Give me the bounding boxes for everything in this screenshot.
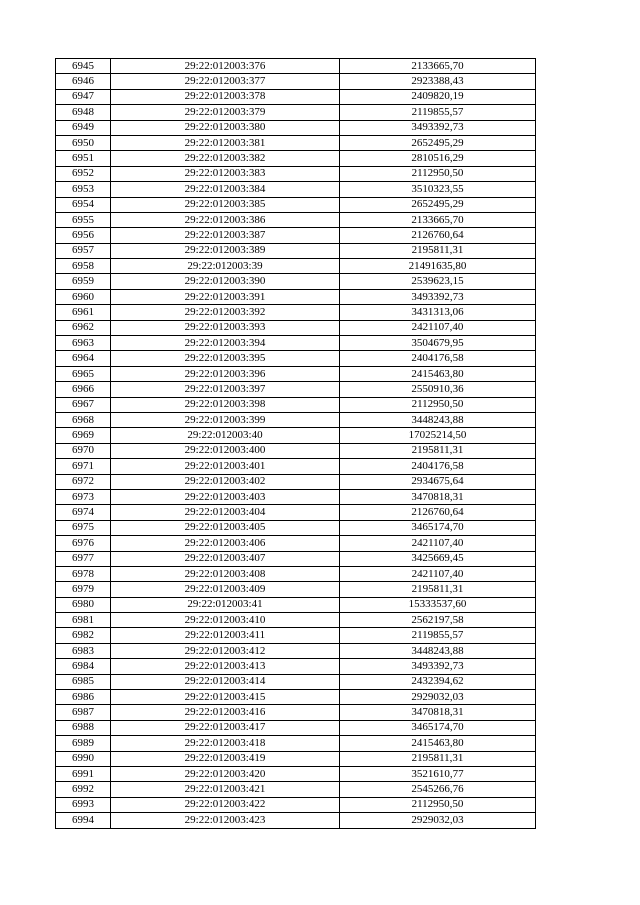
value-cell: 2421107,40 bbox=[340, 566, 536, 581]
cadastral-number-cell: 29:22:012003:405 bbox=[111, 520, 340, 535]
row-number-cell: 6980 bbox=[56, 597, 111, 612]
value-cell: 3465174,70 bbox=[340, 720, 536, 735]
row-number-cell: 6955 bbox=[56, 212, 111, 227]
row-number-cell: 6988 bbox=[56, 720, 111, 735]
row-number-cell: 6971 bbox=[56, 459, 111, 474]
row-number-cell: 6975 bbox=[56, 520, 111, 535]
cadastral-number-cell: 29:22:012003:386 bbox=[111, 212, 340, 227]
value-cell: 2415463,80 bbox=[340, 366, 536, 381]
row-number-cell: 6977 bbox=[56, 551, 111, 566]
value-cell: 2112950,50 bbox=[340, 797, 536, 812]
row-number-cell: 6976 bbox=[56, 536, 111, 551]
row-number-cell: 6992 bbox=[56, 782, 111, 797]
table-body bbox=[56, 59, 536, 829]
row-number-cell: 6990 bbox=[56, 751, 111, 766]
table-row bbox=[56, 59, 536, 74]
row-number-cell: 6968 bbox=[56, 412, 111, 427]
row-number-cell: 6964 bbox=[56, 351, 111, 366]
cadastral-number-cell: 29:22:012003:406 bbox=[111, 536, 340, 551]
table-row bbox=[56, 674, 536, 689]
cadastral-number-cell: 29:22:012003:412 bbox=[111, 643, 340, 658]
row-number-cell: 6973 bbox=[56, 489, 111, 504]
row-number-cell: 6984 bbox=[56, 659, 111, 674]
table-row bbox=[56, 582, 536, 597]
cadastral-number-cell: 29:22:012003:383 bbox=[111, 166, 340, 181]
table-row bbox=[56, 766, 536, 781]
cadastral-number-cell: 29:22:012003:379 bbox=[111, 105, 340, 120]
value-cell: 2421107,40 bbox=[340, 536, 536, 551]
row-number-cell: 6952 bbox=[56, 166, 111, 181]
cadastral-value-table bbox=[55, 58, 536, 829]
row-number-cell: 6956 bbox=[56, 228, 111, 243]
row-number-cell: 6957 bbox=[56, 243, 111, 258]
row-number-cell: 6989 bbox=[56, 736, 111, 751]
value-cell: 3465174,70 bbox=[340, 520, 536, 535]
cadastral-number-cell: 29:22:012003:40 bbox=[111, 428, 340, 443]
value-cell: 2415463,80 bbox=[340, 736, 536, 751]
value-cell: 2550910,36 bbox=[340, 382, 536, 397]
cadastral-number-cell: 29:22:012003:421 bbox=[111, 782, 340, 797]
table-row bbox=[56, 197, 536, 212]
row-number-cell: 6967 bbox=[56, 397, 111, 412]
table-row bbox=[56, 459, 536, 474]
value-cell: 17025214,50 bbox=[340, 428, 536, 443]
cadastral-number-cell: 29:22:012003:408 bbox=[111, 566, 340, 581]
row-number-cell: 6946 bbox=[56, 74, 111, 89]
table-row bbox=[56, 74, 536, 89]
table-row bbox=[56, 166, 536, 181]
value-cell: 2545266,76 bbox=[340, 782, 536, 797]
value-cell: 3448243,88 bbox=[340, 643, 536, 658]
value-cell: 3493392,73 bbox=[340, 120, 536, 135]
value-cell: 2195811,31 bbox=[340, 243, 536, 258]
cadastral-number-cell: 29:22:012003:416 bbox=[111, 705, 340, 720]
table-row bbox=[56, 613, 536, 628]
table-row bbox=[56, 813, 536, 828]
cadastral-number-cell: 29:22:012003:395 bbox=[111, 351, 340, 366]
row-number-cell: 6959 bbox=[56, 274, 111, 289]
cadastral-number-cell: 29:22:012003:401 bbox=[111, 459, 340, 474]
cadastral-number-cell: 29:22:012003:415 bbox=[111, 690, 340, 705]
row-number-cell: 6945 bbox=[56, 59, 111, 74]
row-number-cell: 6961 bbox=[56, 305, 111, 320]
table-row bbox=[56, 705, 536, 720]
table-row bbox=[56, 135, 536, 150]
table-row bbox=[56, 243, 536, 258]
cadastral-number-cell: 29:22:012003:411 bbox=[111, 628, 340, 643]
cadastral-number-cell: 29:22:012003:377 bbox=[111, 74, 340, 89]
table-row bbox=[56, 89, 536, 104]
row-number-cell: 6951 bbox=[56, 151, 111, 166]
table-row bbox=[56, 228, 536, 243]
cadastral-number-cell: 29:22:012003:384 bbox=[111, 182, 340, 197]
value-cell: 2404176,58 bbox=[340, 351, 536, 366]
cadastral-number-cell: 29:22:012003:422 bbox=[111, 797, 340, 812]
table-row bbox=[56, 643, 536, 658]
table-row bbox=[56, 690, 536, 705]
value-cell: 2934675,64 bbox=[340, 474, 536, 489]
table-row bbox=[56, 505, 536, 520]
cadastral-number-cell: 29:22:012003:381 bbox=[111, 135, 340, 150]
table-row bbox=[56, 120, 536, 135]
value-cell: 2409820,19 bbox=[340, 89, 536, 104]
table-row bbox=[56, 382, 536, 397]
row-number-cell: 6960 bbox=[56, 289, 111, 304]
table-row bbox=[56, 720, 536, 735]
cadastral-number-cell: 29:22:012003:407 bbox=[111, 551, 340, 566]
row-number-cell: 6970 bbox=[56, 443, 111, 458]
row-number-cell: 6969 bbox=[56, 428, 111, 443]
value-cell: 2923388,43 bbox=[340, 74, 536, 89]
value-cell: 2126760,64 bbox=[340, 228, 536, 243]
row-number-cell: 6994 bbox=[56, 813, 111, 828]
cadastral-number-cell: 29:22:012003:403 bbox=[111, 489, 340, 504]
cadastral-number-cell: 29:22:012003:39 bbox=[111, 259, 340, 274]
table-row bbox=[56, 212, 536, 227]
cadastral-number-cell: 29:22:012003:41 bbox=[111, 597, 340, 612]
table-row bbox=[56, 305, 536, 320]
table-row bbox=[56, 412, 536, 427]
table-row bbox=[56, 797, 536, 812]
table-row bbox=[56, 351, 536, 366]
row-number-cell: 6991 bbox=[56, 766, 111, 781]
cadastral-number-cell: 29:22:012003:378 bbox=[111, 89, 340, 104]
cadastral-number-cell: 29:22:012003:410 bbox=[111, 613, 340, 628]
row-number-cell: 6983 bbox=[56, 643, 111, 658]
row-number-cell: 6979 bbox=[56, 582, 111, 597]
table-row bbox=[56, 566, 536, 581]
value-cell: 3448243,88 bbox=[340, 412, 536, 427]
row-number-cell: 6958 bbox=[56, 259, 111, 274]
value-cell: 2432394,62 bbox=[340, 674, 536, 689]
table-row bbox=[56, 597, 536, 612]
value-cell: 3470818,31 bbox=[340, 705, 536, 720]
table-row bbox=[56, 736, 536, 751]
value-cell: 3521610,77 bbox=[340, 766, 536, 781]
value-cell: 2404176,58 bbox=[340, 459, 536, 474]
cadastral-number-cell: 29:22:012003:397 bbox=[111, 382, 340, 397]
value-cell: 2810516,29 bbox=[340, 151, 536, 166]
cadastral-number-cell: 29:22:012003:391 bbox=[111, 289, 340, 304]
table-row bbox=[56, 520, 536, 535]
row-number-cell: 6947 bbox=[56, 89, 111, 104]
value-cell: 2652495,29 bbox=[340, 135, 536, 150]
table-row bbox=[56, 366, 536, 381]
value-cell: 2929032,03 bbox=[340, 813, 536, 828]
row-number-cell: 6963 bbox=[56, 336, 111, 351]
value-cell: 2112950,50 bbox=[340, 166, 536, 181]
table-row bbox=[56, 259, 536, 274]
cadastral-number-cell: 29:22:012003:382 bbox=[111, 151, 340, 166]
cadastral-number-cell: 29:22:012003:376 bbox=[111, 59, 340, 74]
cadastral-number-cell: 29:22:012003:400 bbox=[111, 443, 340, 458]
value-cell: 2421107,40 bbox=[340, 320, 536, 335]
table-row bbox=[56, 443, 536, 458]
row-number-cell: 6954 bbox=[56, 197, 111, 212]
value-cell: 2119855,57 bbox=[340, 105, 536, 120]
cadastral-number-cell: 29:22:012003:393 bbox=[111, 320, 340, 335]
value-cell: 3470818,31 bbox=[340, 489, 536, 504]
table-row bbox=[56, 151, 536, 166]
row-number-cell: 6972 bbox=[56, 474, 111, 489]
value-cell: 2119855,57 bbox=[340, 628, 536, 643]
cadastral-number-cell: 29:22:012003:390 bbox=[111, 274, 340, 289]
cadastral-number-cell: 29:22:012003:414 bbox=[111, 674, 340, 689]
value-cell: 2929032,03 bbox=[340, 690, 536, 705]
table-row bbox=[56, 274, 536, 289]
value-cell: 3493392,73 bbox=[340, 289, 536, 304]
row-number-cell: 6962 bbox=[56, 320, 111, 335]
value-cell: 15333537,60 bbox=[340, 597, 536, 612]
cadastral-number-cell: 29:22:012003:392 bbox=[111, 305, 340, 320]
table-row bbox=[56, 536, 536, 551]
row-number-cell: 6966 bbox=[56, 382, 111, 397]
value-cell: 3425669,45 bbox=[340, 551, 536, 566]
value-cell: 2195811,31 bbox=[340, 751, 536, 766]
row-number-cell: 6987 bbox=[56, 705, 111, 720]
row-number-cell: 6978 bbox=[56, 566, 111, 581]
row-number-cell: 6948 bbox=[56, 105, 111, 120]
cadastral-number-cell: 29:22:012003:417 bbox=[111, 720, 340, 735]
cadastral-number-cell: 29:22:012003:396 bbox=[111, 366, 340, 381]
value-cell: 3431313,06 bbox=[340, 305, 536, 320]
value-cell: 3504679,95 bbox=[340, 336, 536, 351]
table-row bbox=[56, 751, 536, 766]
value-cell: 2652495,29 bbox=[340, 197, 536, 212]
cadastral-number-cell: 29:22:012003:387 bbox=[111, 228, 340, 243]
value-cell: 2195811,31 bbox=[340, 582, 536, 597]
value-cell: 21491635,80 bbox=[340, 259, 536, 274]
value-cell: 3510323,55 bbox=[340, 182, 536, 197]
row-number-cell: 6949 bbox=[56, 120, 111, 135]
value-cell: 2133665,70 bbox=[340, 59, 536, 74]
value-cell: 2539623,15 bbox=[340, 274, 536, 289]
cadastral-number-cell: 29:22:012003:394 bbox=[111, 336, 340, 351]
value-cell: 2195811,31 bbox=[340, 443, 536, 458]
cadastral-number-cell: 29:22:012003:423 bbox=[111, 813, 340, 828]
table-row bbox=[56, 336, 536, 351]
table-row bbox=[56, 628, 536, 643]
table-row bbox=[56, 474, 536, 489]
cadastral-number-cell: 29:22:012003:418 bbox=[111, 736, 340, 751]
row-number-cell: 6965 bbox=[56, 366, 111, 381]
value-cell: 3493392,73 bbox=[340, 659, 536, 674]
cadastral-number-cell: 29:22:012003:413 bbox=[111, 659, 340, 674]
cadastral-number-cell: 29:22:012003:398 bbox=[111, 397, 340, 412]
cadastral-number-cell: 29:22:012003:409 bbox=[111, 582, 340, 597]
value-cell: 2562197,58 bbox=[340, 613, 536, 628]
cadastral-number-cell: 29:22:012003:404 bbox=[111, 505, 340, 520]
table-row bbox=[56, 182, 536, 197]
cadastral-number-cell: 29:22:012003:385 bbox=[111, 197, 340, 212]
value-cell: 2126760,64 bbox=[340, 505, 536, 520]
cadastral-number-cell: 29:22:012003:420 bbox=[111, 766, 340, 781]
row-number-cell: 6974 bbox=[56, 505, 111, 520]
row-number-cell: 6950 bbox=[56, 135, 111, 150]
table-row bbox=[56, 105, 536, 120]
row-number-cell: 6981 bbox=[56, 613, 111, 628]
value-cell: 2133665,70 bbox=[340, 212, 536, 227]
row-number-cell: 6982 bbox=[56, 628, 111, 643]
cadastral-number-cell: 29:22:012003:402 bbox=[111, 474, 340, 489]
cadastral-number-cell: 29:22:012003:419 bbox=[111, 751, 340, 766]
table-row bbox=[56, 782, 536, 797]
cadastral-number-cell: 29:22:012003:389 bbox=[111, 243, 340, 258]
table-row bbox=[56, 320, 536, 335]
cadastral-number-cell: 29:22:012003:380 bbox=[111, 120, 340, 135]
table-row bbox=[56, 289, 536, 304]
row-number-cell: 6985 bbox=[56, 674, 111, 689]
row-number-cell: 6993 bbox=[56, 797, 111, 812]
table-row bbox=[56, 397, 536, 412]
table-row bbox=[56, 489, 536, 504]
table-row bbox=[56, 659, 536, 674]
value-cell: 2112950,50 bbox=[340, 397, 536, 412]
cadastral-number-cell: 29:22:012003:399 bbox=[111, 412, 340, 427]
table-row bbox=[56, 551, 536, 566]
row-number-cell: 6986 bbox=[56, 690, 111, 705]
table-row bbox=[56, 428, 536, 443]
row-number-cell: 6953 bbox=[56, 182, 111, 197]
